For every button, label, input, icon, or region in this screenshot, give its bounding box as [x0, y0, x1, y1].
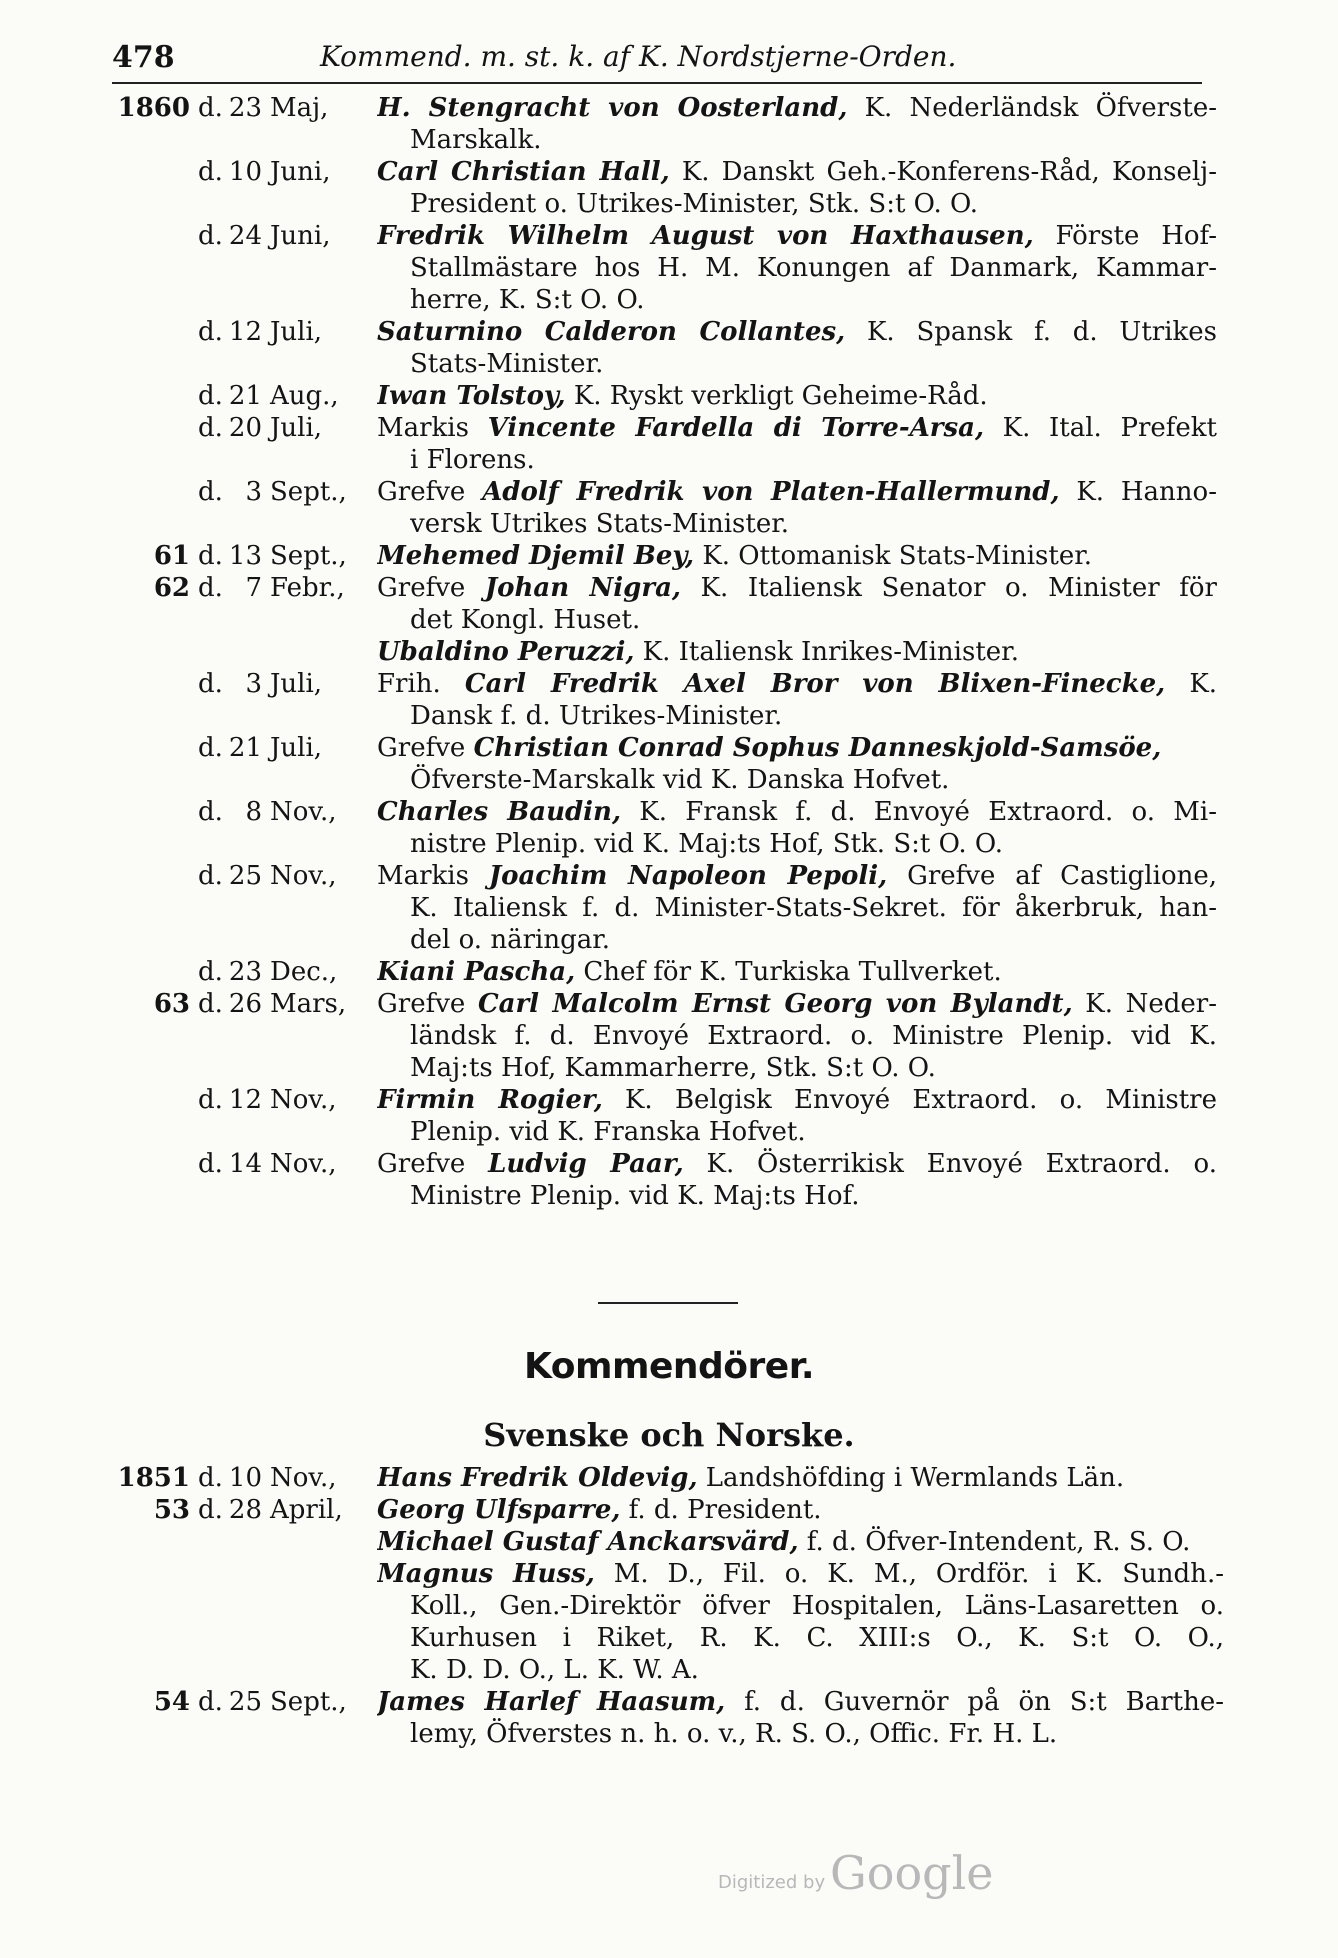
- continuation-text: Marskalk.: [410, 125, 542, 155]
- entry-month: Juli,: [270, 669, 323, 699]
- entry-line: [112, 380, 1217, 412]
- entry-d: d.: [198, 317, 223, 347]
- entry-day: 25: [228, 861, 262, 891]
- entry-description: f. d. President.: [620, 1495, 822, 1525]
- entry-month: Juni,: [270, 221, 331, 251]
- entry-description: K. Italiensk Senator o. Minister för: [680, 573, 1217, 603]
- entry-month: April,: [270, 1495, 343, 1525]
- person-name: Vincente Fardella di Torre-Arsa,: [487, 413, 985, 443]
- entry-text: [410, 924, 1217, 956]
- entry-line: [112, 572, 1217, 604]
- entry-line: [112, 956, 1217, 988]
- person-name: Adolf Fredrik von Platen-Hallermund,: [482, 477, 1060, 507]
- entry-month: Nov.,: [270, 1085, 337, 1115]
- entry-text: [410, 764, 1217, 796]
- entry-day: 21: [228, 733, 262, 763]
- entry-text: [410, 828, 1217, 860]
- person-name: Fredrik Wilhelm August von Haxthausen,: [377, 221, 1034, 251]
- entry-month: Juli,: [270, 413, 323, 443]
- entry-line: [112, 1494, 1224, 1526]
- entry-d: d.: [198, 1687, 223, 1717]
- entry-line: [112, 1020, 1217, 1052]
- entry-day: 24: [228, 221, 262, 251]
- entry-d: d.: [198, 1495, 223, 1525]
- entry-day: 28: [228, 1495, 262, 1525]
- continuation-text: ländsk f. d. Envoyé Extraord. o. Ministre Plenip. vid K.: [410, 1021, 1217, 1051]
- person-name: Kiani Pascha,: [377, 957, 576, 987]
- running-head: [112, 38, 1202, 84]
- entry-description: K.: [1165, 669, 1217, 699]
- entry-d: d.: [198, 381, 223, 411]
- continuation-text: Maj:ts Hof, Kammarherre, Stk. S:t O. O.: [410, 1053, 936, 1083]
- entry-year: 54: [153, 1687, 190, 1717]
- entry-text: [377, 220, 1217, 252]
- entry-month: Sept.,: [270, 541, 347, 571]
- entry-line: [112, 476, 1217, 508]
- entry-line: [112, 1084, 1217, 1116]
- entry-list-svenske: [112, 1462, 1224, 1750]
- entry-line: [112, 636, 1217, 668]
- entry-title-prefix: Grefve: [377, 733, 474, 763]
- continuation-text: Plenip. vid K. Franska Hofvet.: [410, 1117, 806, 1147]
- continuation-text: K. D. D. O., L. K. W. A.: [410, 1655, 699, 1685]
- entry-title-prefix: Grefve: [377, 1149, 489, 1179]
- entry-text: [410, 1622, 1224, 1654]
- entry-text: [377, 156, 1217, 188]
- continuation-text: Stallmästare hos H. M. Konungen af Danmark, Kammar-: [410, 253, 1217, 283]
- entry-line: [112, 1148, 1217, 1180]
- entry-line: [112, 1052, 1217, 1084]
- entry-day: 10: [228, 157, 262, 187]
- entry-text: [377, 1494, 1224, 1526]
- entry-day: 23: [228, 957, 262, 987]
- entry-month: Juni,: [270, 157, 331, 187]
- continuation-text: del o. näringar.: [410, 925, 611, 955]
- person-name: Carl Malcolm Ernst Georg von Bylandt,: [477, 989, 1073, 1019]
- entry-day: 10: [228, 1463, 262, 1493]
- entry-month: Juli,: [270, 317, 323, 347]
- entry-text: [377, 412, 1217, 444]
- entry-d: d.: [198, 93, 223, 123]
- entry-line: [112, 700, 1217, 732]
- continuation-text: Stats-Minister.: [410, 349, 604, 379]
- entry-text: [410, 124, 1217, 156]
- section-title: Kommendörer.: [523, 1346, 815, 1387]
- entry-line: [112, 348, 1217, 380]
- entry-description: K. Hanno-: [1059, 477, 1217, 507]
- entry-month: Maj,: [270, 93, 329, 123]
- entry-line: [112, 668, 1217, 700]
- section-subtitle: Svenske och Norske.: [483, 1416, 855, 1454]
- entry-text: [410, 1180, 1217, 1212]
- entry-title-prefix: Grefve: [377, 989, 478, 1019]
- entry-year: 1860: [117, 93, 190, 123]
- entry-month: Febr.,: [270, 573, 345, 603]
- continuation-text: Öfverste-Marskalk vid K. Danska Hofvet.: [410, 765, 950, 795]
- entry-line: [112, 156, 1217, 188]
- entry-line: [112, 1590, 1224, 1622]
- person-name: Magnus Huss,: [377, 1559, 595, 1589]
- entry-line: [112, 316, 1217, 348]
- entry-day: 3: [245, 477, 262, 507]
- entry-text: [377, 636, 1217, 668]
- entry-text: [377, 860, 1217, 892]
- continuation-text: nistre Plenip. vid K. Maj:ts Hof, Stk. S:t O. O.: [410, 829, 1003, 859]
- entry-year: 62: [153, 573, 190, 603]
- entry-d: d.: [198, 1149, 223, 1179]
- entry-line: [112, 1462, 1224, 1494]
- entry-text: [377, 668, 1217, 700]
- entry-day: 14: [228, 1149, 262, 1179]
- person-name: Mehemed Djemil Bey,: [377, 541, 695, 571]
- entry-line: [112, 1718, 1224, 1750]
- entry-description: K. Österrikisk Envoyé Extraord. o.: [683, 1149, 1217, 1179]
- entry-line: [112, 444, 1217, 476]
- entry-text: [377, 1084, 1217, 1116]
- entry-description: Grefve af Castiglione,: [887, 861, 1217, 891]
- continuation-text: herre, K. S:t O. O.: [410, 285, 645, 315]
- entry-title-prefix: Grefve: [377, 477, 483, 507]
- entry-day: 20: [228, 413, 262, 443]
- entry-d: d.: [198, 541, 223, 571]
- continuation-text: versk Utrikes Stats-Minister.: [410, 509, 790, 539]
- entry-description: K. Ryskt verkligt Geheime-Råd.: [565, 381, 988, 411]
- entry-line: [112, 92, 1217, 124]
- entry-line: [112, 540, 1217, 572]
- entry-d: d.: [198, 989, 223, 1019]
- entry-year: 53: [153, 1495, 190, 1525]
- entry-description: K. Spansk f. d. Utrikes: [845, 317, 1217, 347]
- entry-list: [112, 92, 1217, 1212]
- entry-d: d.: [198, 157, 223, 187]
- entry-d: d.: [198, 669, 223, 699]
- running-title: Kommend. m. st. k. af K. Nordstjerne-Orden.: [320, 40, 957, 73]
- entry-day: 23: [228, 93, 262, 123]
- entry-month: Nov.,: [270, 797, 337, 827]
- entry-description: K. Neder-: [1072, 989, 1217, 1019]
- entry-text: [410, 1116, 1217, 1148]
- entry-day: 13: [228, 541, 262, 571]
- entry-d: d.: [198, 797, 223, 827]
- entry-text: [410, 252, 1217, 284]
- entry-text: [410, 1020, 1217, 1052]
- entry-text: [410, 444, 1217, 476]
- continuation-text: President o. Utrikes-Minister, Stk. S:t O. O.: [410, 189, 979, 219]
- entry-line: [112, 1526, 1224, 1558]
- entry-text: [377, 1558, 1224, 1590]
- watermark-prefix: Digitized by: [718, 1872, 826, 1893]
- entry-d: d.: [198, 733, 223, 763]
- entry-description: K. Nederländsk Öfverste-: [847, 93, 1217, 123]
- person-name: James Harlef Haasum,: [377, 1687, 726, 1717]
- entry-d: d.: [198, 957, 223, 987]
- entry-line: [112, 412, 1217, 444]
- person-name: Carl Fredrik Axel Bror von Blixen-Finecke,: [464, 669, 1166, 699]
- entry-d: d.: [198, 221, 223, 251]
- continuation-text: i Florens.: [410, 445, 535, 475]
- entry-line: [112, 1654, 1224, 1686]
- entry-d: d.: [198, 477, 223, 507]
- person-name: Iwan Tolstoy,: [377, 381, 566, 411]
- person-name: Saturnino Calderon Collantes,: [377, 317, 846, 347]
- entry-day: 7: [245, 573, 262, 603]
- entry-text: [410, 1590, 1224, 1622]
- entry-text: [377, 956, 1217, 988]
- entry-title-prefix: Grefve: [377, 573, 485, 603]
- entry-description: M. D., Fil. o. K. M., Ordför. i K. Sundh.-: [594, 1559, 1224, 1589]
- entry-month: Sept.,: [270, 477, 347, 507]
- entry-line: [112, 252, 1217, 284]
- person-name: Ubaldino Peruzzi,: [377, 637, 635, 667]
- entry-line: [112, 860, 1217, 892]
- entry-text: [377, 1686, 1224, 1718]
- entry-description: K. Italiensk Inrikes-Minister.: [634, 637, 1019, 667]
- entry-description: K. Ital. Prefekt: [984, 413, 1217, 443]
- google-logo: Google: [830, 1846, 994, 1900]
- continuation-text: Kurhusen i Riket, R. K. C. XIII:s O., K. S:t O. O.,: [410, 1623, 1224, 1653]
- entry-year: 63: [153, 989, 190, 1019]
- entry-line: [112, 988, 1217, 1020]
- person-name: Firmin Rogier,: [377, 1085, 603, 1115]
- entry-month: Nov.,: [270, 1149, 337, 1179]
- continuation-text: Koll., Gen.-Direktör öfver Hospitalen, Läns-Lasaretten o.: [410, 1591, 1224, 1621]
- entry-d: d.: [198, 1463, 223, 1493]
- entry-text: [410, 508, 1217, 540]
- entry-d: d.: [198, 861, 223, 891]
- person-name: Hans Fredrik Oldevig,: [377, 1463, 698, 1493]
- entry-text: [410, 188, 1217, 220]
- continuation-text: lemy, Öfverstes n. h. o. v., R. S. O., Offic. Fr. H. L.: [410, 1719, 1058, 1749]
- continuation-text: det Kongl. Huset.: [410, 605, 641, 635]
- entry-text: [377, 316, 1217, 348]
- entry-text: [410, 1654, 1224, 1686]
- entry-line: [112, 220, 1217, 252]
- entry-description: K. Danskt Geh.-Konferens-Råd, Konselj-: [669, 157, 1217, 187]
- person-name: Charles Baudin,: [377, 797, 622, 827]
- continuation-text: Ministre Plenip. vid K. Maj:ts Hof.: [410, 1181, 860, 1211]
- entry-day: 21: [228, 381, 262, 411]
- entry-text: [410, 700, 1217, 732]
- entry-d: d.: [198, 573, 223, 603]
- entry-day: 8: [245, 797, 262, 827]
- entry-title-prefix: Markis: [377, 861, 489, 891]
- entry-d: d.: [198, 1085, 223, 1115]
- entry-description: Landshöfding i Wermlands Län.: [697, 1463, 1125, 1493]
- continuation-text: Dansk f. d. Utrikes-Minister.: [410, 701, 783, 731]
- entry-text: [410, 604, 1217, 636]
- entry-line: [112, 828, 1217, 860]
- entry-line: [112, 604, 1217, 636]
- entry-text: [377, 476, 1217, 508]
- entry-text: [410, 284, 1217, 316]
- entry-line: [112, 1180, 1217, 1212]
- entry-text: [377, 380, 1217, 412]
- entry-text: [410, 348, 1217, 380]
- continuation-text: K. Italiensk f. d. Minister-Stats-Sekret. för åkerbruk, han-: [410, 893, 1217, 923]
- person-name: Georg Ulfsparre,: [377, 1495, 621, 1525]
- entry-text: [377, 1462, 1224, 1494]
- entry-line: [112, 892, 1217, 924]
- entry-line: [112, 1622, 1224, 1654]
- entry-description: K. Ottomanisk Stats-Minister.: [694, 541, 1093, 571]
- entry-line: [112, 796, 1217, 828]
- entry-month: Nov.,: [270, 1463, 337, 1493]
- entry-year: 1851: [117, 1463, 190, 1493]
- section-divider: [598, 1302, 738, 1304]
- entry-text: [377, 540, 1217, 572]
- entry-description: Chef för K. Turkiska Tullverket.: [575, 957, 1002, 987]
- entry-year: 61: [153, 541, 190, 571]
- person-name: Carl Christian Hall,: [377, 157, 670, 187]
- entry-month: Nov.,: [270, 861, 337, 891]
- entry-day: 12: [228, 1085, 262, 1115]
- entry-text: [377, 1148, 1217, 1180]
- entry-text: [377, 732, 1217, 764]
- entry-text: [410, 892, 1217, 924]
- entry-title-prefix: Frih.: [377, 669, 465, 699]
- entry-month: Dec.,: [270, 957, 338, 987]
- entry-month: Aug.,: [270, 381, 339, 411]
- entry-line: [112, 1558, 1224, 1590]
- google-watermark: [718, 1846, 1018, 1912]
- entry-text: [410, 1052, 1217, 1084]
- entry-line: [112, 508, 1217, 540]
- entry-day: 25: [228, 1687, 262, 1717]
- entry-day: 26: [228, 989, 262, 1019]
- person-name: Christian Conrad Sophus Danneskjold-Samsöe,: [473, 733, 1162, 763]
- person-name: Ludvig Paar,: [488, 1149, 684, 1179]
- person-name: Joachim Napoleon Pepoli,: [488, 861, 888, 891]
- person-name: Michael Gustaf Anckarsvärd,: [377, 1527, 799, 1557]
- entry-description: Förste Hof-: [1033, 221, 1217, 251]
- entry-description: f. d. Öfver-Intendent, R. S. O.: [798, 1527, 1191, 1557]
- entry-month: Mars,: [270, 989, 347, 1019]
- entry-line: [112, 924, 1217, 956]
- person-name: Johan Nigra,: [484, 573, 681, 603]
- entry-day: 3: [245, 669, 262, 699]
- person-name: H. Stengracht von Oosterland,: [377, 93, 848, 123]
- entry-text: [377, 92, 1217, 124]
- entry-text: [377, 572, 1217, 604]
- entry-description: K. Fransk f. d. Envoyé Extraord. o. Mi-: [621, 797, 1217, 827]
- entry-line: [112, 764, 1217, 796]
- entry-line: [112, 1116, 1217, 1148]
- entry-day: 12: [228, 317, 262, 347]
- entry-line: [112, 732, 1217, 764]
- entry-line: [112, 124, 1217, 156]
- entry-text: [410, 1718, 1224, 1750]
- entry-line: [112, 188, 1217, 220]
- entry-text: [377, 988, 1217, 1020]
- entry-month: Sept.,: [270, 1687, 347, 1717]
- entry-line: [112, 1686, 1224, 1718]
- entry-title-prefix: Markis: [377, 413, 488, 443]
- entry-text: [377, 796, 1217, 828]
- entry-d: d.: [198, 413, 223, 443]
- entry-month: Juli,: [270, 733, 323, 763]
- entry-line: [112, 284, 1217, 316]
- entry-description: K. Belgisk Envoyé Extraord. o. Ministre: [602, 1085, 1217, 1115]
- entry-text: [377, 1526, 1224, 1558]
- page-number: 478: [112, 40, 175, 75]
- entry-description: f. d. Guvernör på ön S:t Barthe-: [725, 1687, 1224, 1717]
